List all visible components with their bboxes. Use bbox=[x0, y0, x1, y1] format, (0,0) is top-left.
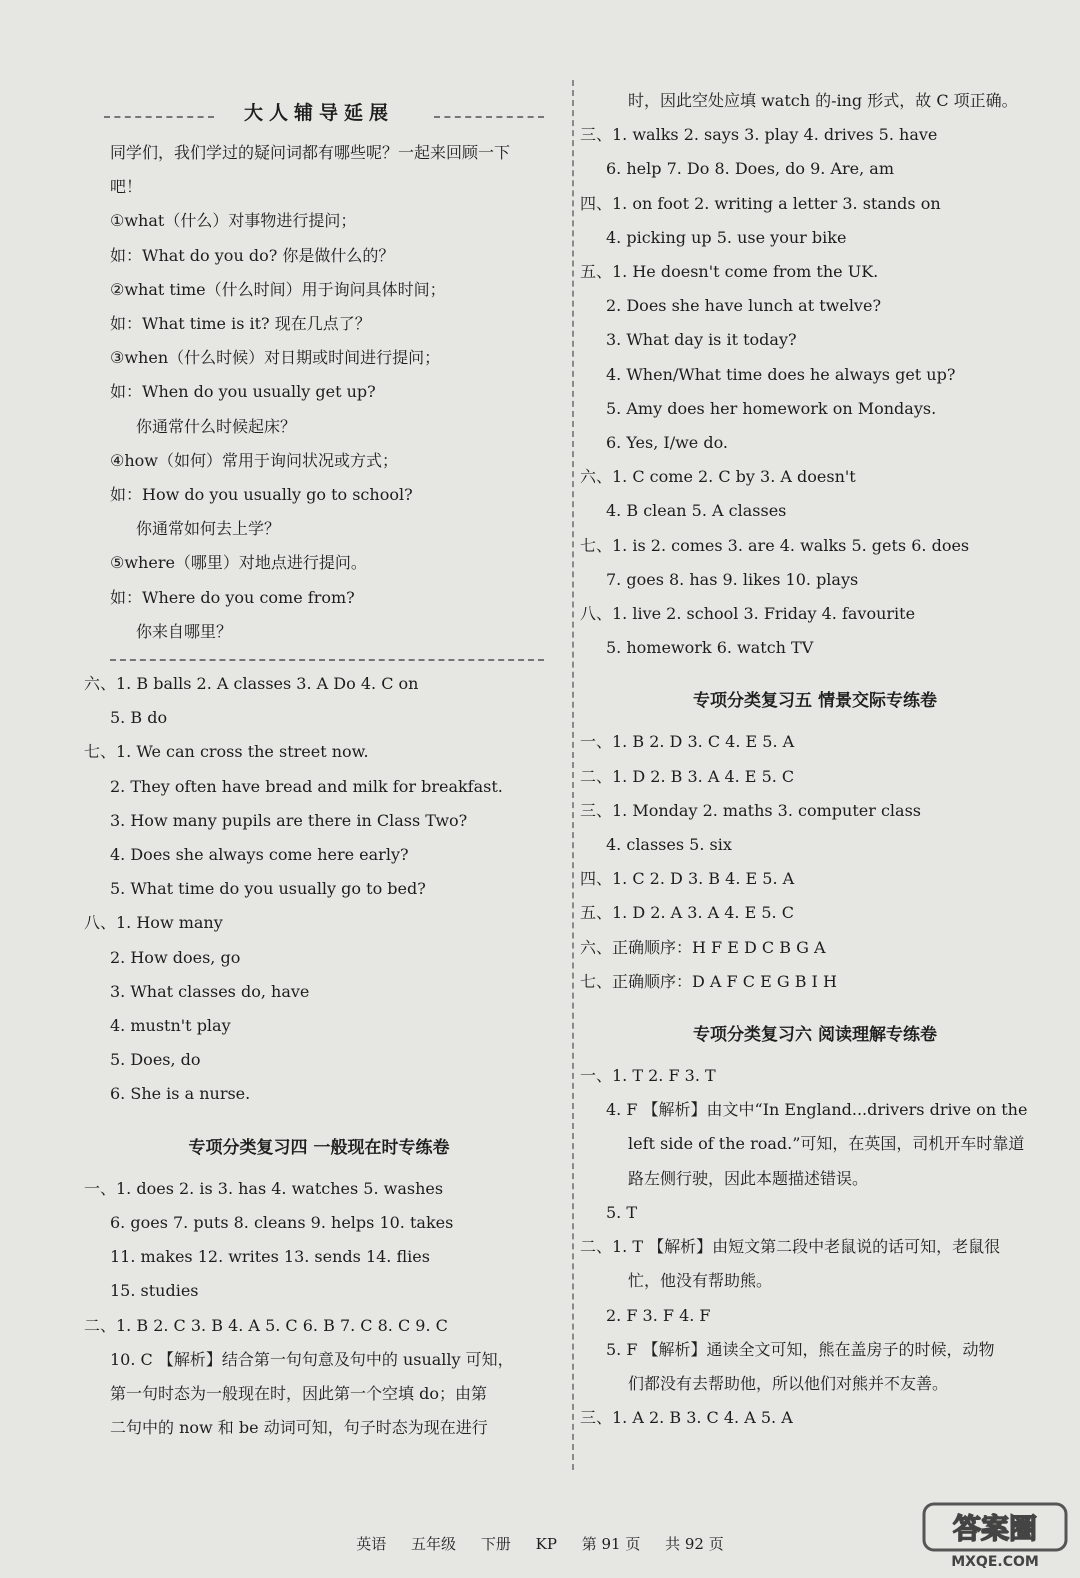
tip-box-body bbox=[110, 136, 554, 649]
answers-block-a bbox=[84, 667, 554, 1112]
answer-line: 6. She is a nurse. bbox=[110, 1084, 251, 1104]
answer-line: 7. goes 8. has 9. likes 10. plays bbox=[606, 569, 859, 589]
answer-line: 2. F 3. F 4. F bbox=[606, 1305, 711, 1325]
answer-line: 3. What classes do, have bbox=[110, 981, 310, 1001]
answer-line: 4. B clean 5. A classes bbox=[606, 501, 787, 521]
answer-line: 七、1. is 2. comes 3. are 4. walks 5. gets 6. does bbox=[580, 535, 970, 555]
answer-line: 3. What day is it today? bbox=[606, 330, 797, 350]
tip-line: 如：Where do you come from? bbox=[110, 587, 355, 607]
answer-line: 5. F 【解析】通读全文可知，熊在盖房子的时候，动物 bbox=[606, 1339, 995, 1359]
footer-subject: 英语 bbox=[356, 1535, 387, 1553]
section-5-answers bbox=[580, 725, 1050, 999]
answer-line: 三、1. Monday 2. maths 3. computer class bbox=[580, 800, 922, 820]
answer-line: 七、1. We can cross the street now. bbox=[84, 742, 369, 762]
answer-line: 6. help 7. Do 8. Does, do 9. Are, am bbox=[606, 159, 894, 179]
section-4-answers bbox=[84, 1172, 554, 1446]
footer-edition: KP bbox=[535, 1535, 557, 1553]
column-divider bbox=[572, 80, 574, 1470]
answer-line: 忙，他没有帮助熊。 bbox=[628, 1271, 773, 1291]
answer-line: 4. mustn't play bbox=[110, 1016, 231, 1036]
answer-line: 二、1. T 【解析】由短文第二段中老鼠说的话可知，老鼠很 bbox=[580, 1237, 1001, 1257]
tip-line: ⑤where（哪里）对地点进行提问。 bbox=[110, 553, 367, 573]
answer-line: 15. studies bbox=[110, 1281, 199, 1301]
section-title-6: 专项分类复习六 阅读理解专练卷 bbox=[693, 1025, 937, 1046]
answer-line: 六、正确顺序：H F E D C B G A bbox=[580, 937, 826, 957]
tip-line: 你通常如何去上学？ bbox=[136, 519, 281, 539]
tip-line: 同学们，我们学过的疑问词都有哪些呢？一起来回顾一下 bbox=[110, 143, 511, 162]
answer-line: 4. Does she always come here early? bbox=[110, 845, 409, 865]
answer-line: 3. How many pupils are there in Class Two? bbox=[110, 810, 468, 830]
answer-line: 二句中的 now 和 be 动词可知，句子时态为现在进行 bbox=[110, 1418, 488, 1438]
answer-line: 2. How does, go bbox=[110, 947, 241, 967]
section-6-answers bbox=[580, 1059, 1050, 1435]
title-rule-right bbox=[434, 116, 544, 118]
answer-line: 第一句时态为一般现在时，因此第一个空填 do；由第 bbox=[110, 1383, 487, 1403]
tip-line: 你来自哪里？ bbox=[136, 621, 233, 641]
answer-line: 三、1. walks 2. says 3. play 4. drives 5. have bbox=[580, 125, 938, 145]
answer-line: 6. Yes, I/we do. bbox=[606, 433, 729, 453]
answer-line: 五、1. He doesn't come from the UK. bbox=[580, 262, 879, 282]
answer-line: 4. picking up 5. use your bike bbox=[606, 227, 847, 247]
answer-line: 5. Amy does her homework on Mondays. bbox=[606, 398, 937, 418]
footer-page-number: 第 91 页 bbox=[581, 1535, 641, 1553]
answer-line: 2. They often have bread and milk for breakfast. bbox=[110, 776, 503, 796]
tip-line: 如：What do you do? 你是做什么的？ bbox=[110, 245, 395, 265]
tip-line: ②what time（什么时间）用于询问具体时间； bbox=[110, 279, 446, 299]
answer-line: 六、1. C come 2. C by 3. A doesn't bbox=[580, 467, 856, 487]
tip-line: 你通常什么时候起床？ bbox=[136, 416, 297, 436]
answer-line: 10. C 【解析】结合第一句句意及句中的 usually 可知， bbox=[110, 1349, 514, 1369]
answer-line: left side of the road.”可知，在英国，司机开车时靠道 bbox=[628, 1134, 1025, 1154]
answer-line: 一、1. T 2. F 3. T bbox=[580, 1066, 716, 1086]
section-title-5: 专项分类复习五 情景交际专练卷 bbox=[693, 691, 937, 712]
answer-line: 5. T bbox=[606, 1202, 638, 1222]
answer-line: 一、1. B 2. D 3. C 4. E 5. A bbox=[580, 732, 795, 752]
answer-line: 一、1. does 2. is 3. has 4. watches 5. washes bbox=[84, 1178, 444, 1198]
answer-line: 八、1. live 2. school 3. Friday 4. favourite bbox=[580, 604, 916, 624]
answer-line: 11. makes 12. writes 13. sends 14. flies bbox=[110, 1247, 430, 1267]
tip-box-title bbox=[104, 96, 544, 136]
answer-line: 5. homework 6. watch TV bbox=[606, 638, 814, 658]
tip-box-heading: 大人辅导延展 bbox=[244, 102, 395, 124]
watermark-url: MXQE.COM bbox=[951, 1554, 1039, 1570]
answer-line: 们都没有去帮助他，所以他们对熊并不友善。 bbox=[628, 1373, 949, 1393]
tip-line: 吧！ bbox=[110, 177, 143, 197]
answer-line: 2. Does she have lunch at twelve? bbox=[606, 296, 882, 316]
tip-line: ④how（如何）常用于询问状况或方式； bbox=[110, 450, 398, 470]
left-column bbox=[84, 96, 554, 1445]
answer-line: 二、1. D 2. B 3. A 4. E 5. C bbox=[580, 766, 795, 786]
watermark-text: 答案圈 bbox=[952, 1512, 1038, 1545]
answer-line: 四、1. C 2. D 3. B 4. E 5. A bbox=[580, 869, 795, 889]
watermark-logo bbox=[920, 1500, 1070, 1570]
answer-line: 时，因此空处应填 watch 的-ing 形式，故 C 项正确。 bbox=[628, 91, 1018, 110]
tip-line: 如：What time is it? 现在几点了？ bbox=[110, 314, 371, 334]
answer-line: 路左侧行驶，因此本题描述错误。 bbox=[628, 1168, 869, 1188]
right-column bbox=[580, 84, 1050, 1435]
tip-box-bottom-rule bbox=[110, 659, 544, 661]
footer-volume: 下册 bbox=[480, 1535, 511, 1553]
tip-line: ①what（什么）对事物进行提问； bbox=[110, 211, 357, 231]
answer-line: 4. When/What time does he always get up? bbox=[606, 364, 956, 384]
answer-line: 八、1. How many bbox=[84, 913, 223, 933]
answer-line: 四、1. on foot 2. writing a letter 3. stands on bbox=[580, 193, 941, 213]
answer-line: 三、1. A 2. B 3. C 4. A 5. A bbox=[580, 1408, 793, 1428]
answer-line: 4. F 【解析】由文中“In England...drivers drive on the bbox=[606, 1100, 1028, 1120]
answer-line: 六、1. B balls 2. A classes 3. A Do 4. C on bbox=[84, 674, 419, 694]
tip-line: 如：How do you usually go to school? bbox=[110, 485, 413, 505]
answer-line: 七、正确顺序：D A F C E G B I H bbox=[580, 971, 837, 991]
answer-line: 4. classes 5. six bbox=[606, 835, 732, 855]
answer-line: 5. B do bbox=[110, 708, 168, 728]
answers-block-b bbox=[580, 84, 1050, 665]
answer-line: 5. Does, do bbox=[110, 1050, 201, 1070]
footer-total-pages: 共 92 页 bbox=[665, 1535, 724, 1553]
answer-line: 二、1. B 2. C 3. B 4. A 5. C 6. B 7. C 8. C 9. C bbox=[84, 1315, 448, 1335]
answer-line: 5. What time do you usually go to bed? bbox=[110, 879, 426, 899]
title-rule-left bbox=[104, 116, 214, 118]
page-footer bbox=[0, 1533, 1080, 1554]
tip-line: ③when（什么时候）对日期或时间进行提问； bbox=[110, 348, 441, 368]
answer-line: 6. goes 7. puts 8. cleans 9. helps 10. takes bbox=[110, 1212, 454, 1232]
footer-grade: 五年级 bbox=[411, 1535, 457, 1553]
tip-line: 如：When do you usually get up? bbox=[110, 382, 376, 402]
answer-line: 五、1. D 2. A 3. A 4. E 5. C bbox=[580, 903, 794, 923]
section-title-4: 专项分类复习四 一般现在时专练卷 bbox=[188, 1137, 450, 1158]
